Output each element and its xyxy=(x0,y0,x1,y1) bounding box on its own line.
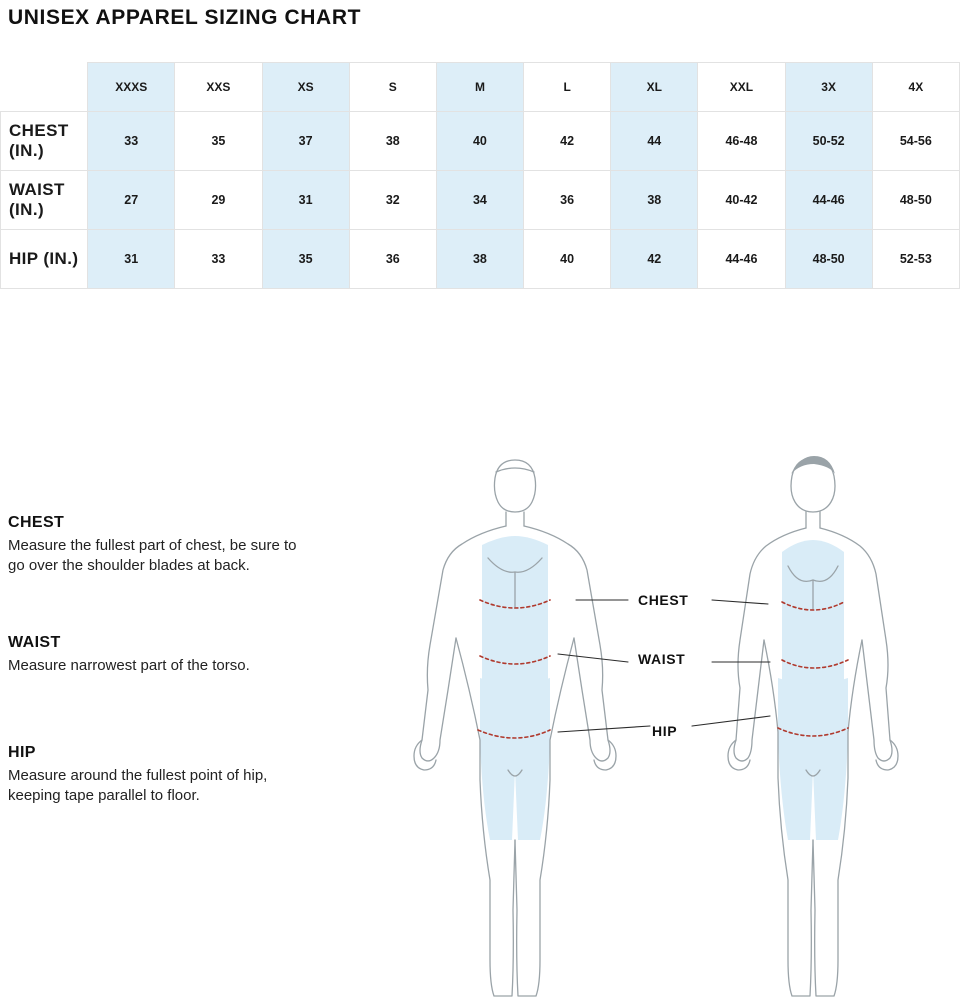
page-title: UNISEX APPAREL SIZING CHART xyxy=(8,6,362,29)
table-body xyxy=(1,112,960,289)
cell-hip-l: 40 xyxy=(524,230,611,289)
cell-hip-xxl: 44-46 xyxy=(698,230,785,289)
cell-waist-xxl: 40-42 xyxy=(698,171,785,230)
female-right-hand xyxy=(876,740,898,770)
cell-waist-4x: 48-50 xyxy=(872,171,959,230)
hip-leader-left xyxy=(558,726,650,732)
male-hairline xyxy=(496,468,534,472)
guide-hip xyxy=(8,744,308,806)
cell-waist-3x: 44-46 xyxy=(785,171,872,230)
column-header-s: S xyxy=(349,63,436,112)
table-row xyxy=(1,230,960,289)
cell-hip-xs: 35 xyxy=(262,230,349,289)
row-label-chest: CHEST (IN.) xyxy=(1,112,88,171)
guide-hip-text: Measure around the fullest point of hip, keeping tape parallel to floor. xyxy=(8,767,268,804)
cell-waist-m: 34 xyxy=(436,171,523,230)
female-shorts-fill xyxy=(778,678,848,840)
female-top-fill xyxy=(782,540,844,685)
cell-hip-4x: 52-53 xyxy=(872,230,959,289)
callout-hip: HIP xyxy=(652,723,678,739)
male-figure xyxy=(414,460,616,996)
cell-chest-m: 40 xyxy=(436,112,523,171)
cell-hip-m: 38 xyxy=(436,230,523,289)
cell-hip-xl: 42 xyxy=(611,230,698,289)
figures-svg xyxy=(330,440,960,1000)
female-left-hand xyxy=(728,740,750,770)
callout-waist: WAIST xyxy=(638,651,686,667)
chest-leader-right xyxy=(712,600,768,604)
row-label-hip: HIP (IN.) xyxy=(1,230,88,289)
guide-waist-heading: WAIST xyxy=(8,634,61,651)
cell-hip-xxs: 33 xyxy=(175,230,262,289)
table-row xyxy=(1,171,960,230)
hip-leader-right xyxy=(692,716,770,726)
table-header-row xyxy=(1,63,960,112)
column-header-xxl: XXL xyxy=(698,63,785,112)
column-header-xs: XS xyxy=(262,63,349,112)
guide-chest-text: Measure the fullest part of chest, be sure to go over the shoulder blades at back. xyxy=(8,537,297,574)
cell-chest-xl: 44 xyxy=(611,112,698,171)
column-header-l: L xyxy=(524,63,611,112)
cell-chest-xxs: 35 xyxy=(175,112,262,171)
male-shorts-fill xyxy=(480,678,550,840)
cell-chest-3x: 50-52 xyxy=(785,112,872,171)
column-header-xl: XL xyxy=(611,63,698,112)
cell-hip-3x: 48-50 xyxy=(785,230,872,289)
body-measurement-diagram xyxy=(330,440,960,1000)
column-header-xxxs: XXXS xyxy=(88,63,175,112)
male-neck xyxy=(506,512,524,526)
sizing-table xyxy=(0,62,960,289)
cell-hip-s: 36 xyxy=(349,230,436,289)
female-neck xyxy=(806,512,820,528)
guide-waist-text: Measure narrowest part of the torso. xyxy=(8,657,250,674)
cell-waist-l: 36 xyxy=(524,171,611,230)
column-header-4x: 4X xyxy=(872,63,959,112)
column-header-3x: 3X xyxy=(785,63,872,112)
cell-chest-l: 42 xyxy=(524,112,611,171)
guide-chest-heading: CHEST xyxy=(8,514,65,531)
male-right-hand xyxy=(594,740,616,770)
cell-waist-xxxs: 27 xyxy=(88,171,175,230)
column-header-xxs: XXS xyxy=(175,63,262,112)
cell-waist-xl: 38 xyxy=(611,171,698,230)
cell-waist-xs: 31 xyxy=(262,171,349,230)
cell-chest-xs: 37 xyxy=(262,112,349,171)
cell-waist-s: 32 xyxy=(349,171,436,230)
cell-chest-4x: 54-56 xyxy=(872,112,959,171)
table-row xyxy=(1,112,960,171)
guide-hip-heading: HIP xyxy=(8,744,36,761)
male-top-fill xyxy=(482,536,548,685)
cell-chest-xxxs: 33 xyxy=(88,112,175,171)
table-header xyxy=(1,63,960,112)
cell-hip-xxxs: 31 xyxy=(88,230,175,289)
guide-chest xyxy=(8,514,308,576)
female-hair xyxy=(791,456,835,474)
cell-waist-xxs: 29 xyxy=(175,171,262,230)
row-label-waist: WAIST (IN.) xyxy=(1,171,88,230)
callout-chest: CHEST xyxy=(638,592,689,608)
table-corner-cell xyxy=(1,63,88,112)
female-figure xyxy=(728,456,898,996)
cell-chest-xxl: 46-48 xyxy=(698,112,785,171)
cell-chest-s: 38 xyxy=(349,112,436,171)
guide-waist xyxy=(8,634,308,676)
male-left-hand xyxy=(414,740,436,770)
column-header-m: M xyxy=(436,63,523,112)
